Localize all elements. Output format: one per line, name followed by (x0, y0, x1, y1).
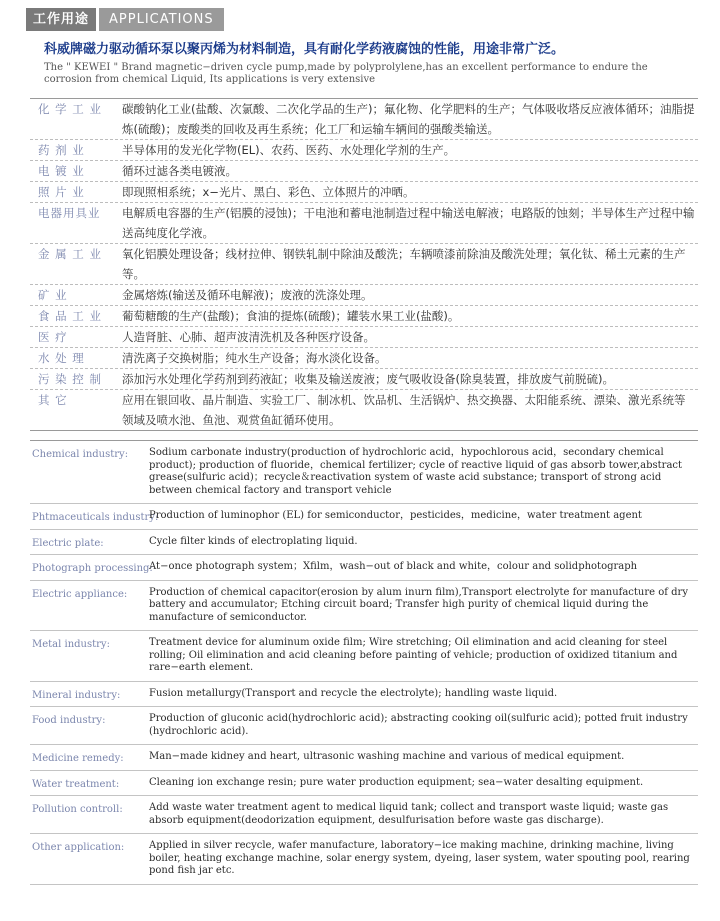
cn-application-description: 应用在银回收、晶片制造、实验工厂、制冰机、饮品机、生活锅炉、热交换器、太阳能系统、漂染、激光系统等领域及喷水池、鱼池、观赏鱼缸循环使用。 (122, 393, 686, 427)
cn-application-description: 循环过滤各类电镀液。 (122, 164, 237, 178)
table-separator (30, 430, 698, 431)
en-application-description: Cycle filter kinds of electroplating liquid. (149, 535, 358, 547)
en-application-row (30, 555, 698, 581)
en-application-row (30, 796, 698, 834)
cn-application-row (30, 327, 698, 348)
en-application-row (30, 771, 698, 797)
en-application-row (30, 530, 698, 556)
en-application-category: Chemical industry: (32, 449, 129, 460)
cn-application-row (30, 306, 698, 327)
cn-application-category: 照 片 业 (38, 185, 85, 199)
cn-application-category: 污 染 控 制 (38, 372, 102, 386)
cn-application-description: 即现照相系统；x−光片、黑白、彩色、立体照片的冲晒。 (122, 185, 415, 199)
cn-application-row (30, 390, 698, 431)
en-application-category: Electric plate: (32, 537, 104, 549)
en-application-description: Production of luminophor (EL) for semiconductor，pesticides，medicine，water treatment agent (149, 510, 642, 521)
en-application-category: Water treatment: (32, 778, 120, 790)
cn-application-row (30, 244, 698, 285)
intro-text-cn: 科威牌磁力驱动循环泵以聚丙烯为材料制造，具有耐化学药液腐蚀的性能，用途非常广泛。 (44, 42, 565, 57)
en-application-row (30, 441, 698, 504)
en-application-row (30, 631, 698, 682)
cn-application-description: 人造肾脏、心肺、超声波清洗机及各种医疗设备。 (122, 330, 375, 344)
cn-application-category: 其 它 (38, 393, 68, 407)
cn-application-row (30, 161, 698, 182)
en-application-category: Pollution controll: (32, 804, 123, 815)
en-application-category: Electric appliance: (32, 588, 128, 600)
cn-application-row (30, 140, 698, 161)
en-application-description: At−once photograph system；Xfilm，wash−out of black and white，colour and solidphotograph (149, 561, 638, 572)
cn-application-category: 化 学 工 业 (38, 102, 102, 116)
cn-application-category: 电器用具业 (38, 206, 101, 220)
en-application-category: Phtmaceuticals industry: (32, 512, 159, 523)
cn-application-description: 清洗离子交换树脂；纯水生产设备；海水淡化设备。 (122, 351, 387, 365)
en-application-row (30, 682, 698, 708)
en-application-description: Production of chemical capacitor(erosion by alum inurn film),Transport electrolyte for manufacture of dry battery and accumulator; Etching circuit board; Transfer high purity of chemical liquid during the manufacture of semiconductor. (149, 586, 688, 623)
cn-application-category: 水 处 理 (38, 351, 85, 365)
en-application-description: Add waste water treatment agent to medical liquid tank; collect and transport waste liquid; waste gas absorb equipment(deodorization equipment, desulfurisation before waste gas discharge). (149, 802, 669, 826)
en-application-category: Metal industry: (32, 639, 110, 650)
cn-application-category: 药 剂 业 (38, 143, 85, 157)
cn-application-row (30, 348, 698, 369)
cn-application-row (30, 182, 698, 203)
cn-application-row (30, 99, 698, 140)
section-title-en: APPLICATIONS (99, 8, 224, 31)
en-application-row (30, 581, 698, 632)
en-application-row (30, 745, 698, 771)
en-application-category: Medicine remedy: (32, 753, 124, 764)
en-application-description: Production of gluconic acid(hydrochloric acid); abstracting cooking oil(sulfuric acid); potted fruit industry (hydrochloric acid). (149, 713, 688, 737)
en-application-description: Fusion metallurgy(Transport and recycle the electrolyte); handling waste liquid. (149, 687, 558, 699)
cn-application-row (30, 369, 698, 390)
cn-application-category: 医 疗 (38, 330, 68, 344)
en-application-description: Treatment device for aluminum oxide film; Wire stretching; Oil elimination and acid cleaning for steel rolling; Oil elimination and acid cleaning before painting of vehicle; production of oxidized titanium and rare−earth element. (149, 637, 678, 673)
cn-application-description: 葡萄糖酸的生产(盐酸)；食油的提炼(硫酸)；罐装水果工业(盐酸)。 (122, 309, 460, 323)
en-application-row (30, 504, 698, 530)
cn-application-row (30, 285, 698, 306)
cn-application-description: 电解质电容器的生产(铝膜的浸蚀)；干电池和蓄电池制造过程中输送电解液；电路版的蚀刻；半导体生产过程中输送高纯度化学液。 (122, 206, 695, 240)
en-application-description: Cleaning ion exchange resin; pure water production equipment; sea−water desalting equipment. (149, 776, 644, 788)
cn-application-description: 添加污水处理化学药剂到药液缸；收集及输送废液；废气吸收设备(除臭装置，排放废气前脱硫)。 (122, 372, 614, 386)
en-application-row (30, 707, 698, 745)
cn-application-description: 碳酸钠化工业(盐酸、次氯酸、二次化学品的生产)；氟化物、化学肥料的生产；气体吸收塔反应液体循环；油脂提炼(硫酸)；废酸类的回收及再生系统；化工厂和运输车辆间的强酸类输送。 (122, 102, 695, 136)
en-application-category: Photograph processing: (32, 563, 153, 574)
en-application-category: Other application: (32, 842, 125, 853)
cn-application-category: 金 属 工 业 (38, 247, 102, 261)
en-application-row (30, 834, 698, 885)
en-application-category: Food industry: (32, 715, 106, 726)
intro-text-en: The " KEWEI " Brand magnetic−driven cycle pump,made by polyprolylene,has an excellent performance to endure the corrosion from chemical Liquid, Its applications is very extensive (44, 62, 648, 85)
cn-application-category: 食 品 工 业 (38, 309, 102, 323)
en-application-category: Mineral industry: (32, 689, 121, 701)
cn-application-description: 金属熔炼(输送及循环电解液)；废液的洗涤处理。 (122, 288, 373, 302)
section-header-band (26, 8, 224, 31)
cn-application-description: 氧化铝膜处理设备；线材拉伸、钢铁轧制中除油及酸洗；车辆喷漆前除油及酸洗处理；氧化钛、稀土元素的生产等。 (122, 247, 686, 281)
cn-application-row (30, 203, 698, 244)
cn-application-category: 矿 业 (38, 288, 68, 302)
section-title-cn: 工作用途 (26, 8, 96, 31)
en-application-description: Applied in silver recycle, wafer manufacture, laboratory−ice making machine, drinking machine, living boiler, heating exchange machine, solar energy system, dyeing, laser system, water spouting pool, rearing pond fish jar etc. (149, 840, 690, 876)
en-application-description: Sodium carbonate industry(production of hydrochloric acid，hypochlorous acid，secondary chemical product); production of fluoride，chemical fertilizer; cycle of reactive liquid of gas absorb tower,abstract grease(sulfuric acid)；recycle＆reactivation system of waste acid substance; transport of strong acid between chemical factory and transport vehicle (149, 447, 683, 496)
applications-table-cn (30, 98, 698, 431)
cn-application-category: 电 镀 业 (38, 164, 85, 178)
cn-application-description: 半导体用的发光化学物(EL)、农药、医药、水处理化学剂的生产。 (122, 143, 456, 157)
applications-table-en (30, 440, 698, 885)
en-application-description: Man−made kidney and heart, ultrasonic washing machine and various of medical equipment. (149, 751, 625, 762)
